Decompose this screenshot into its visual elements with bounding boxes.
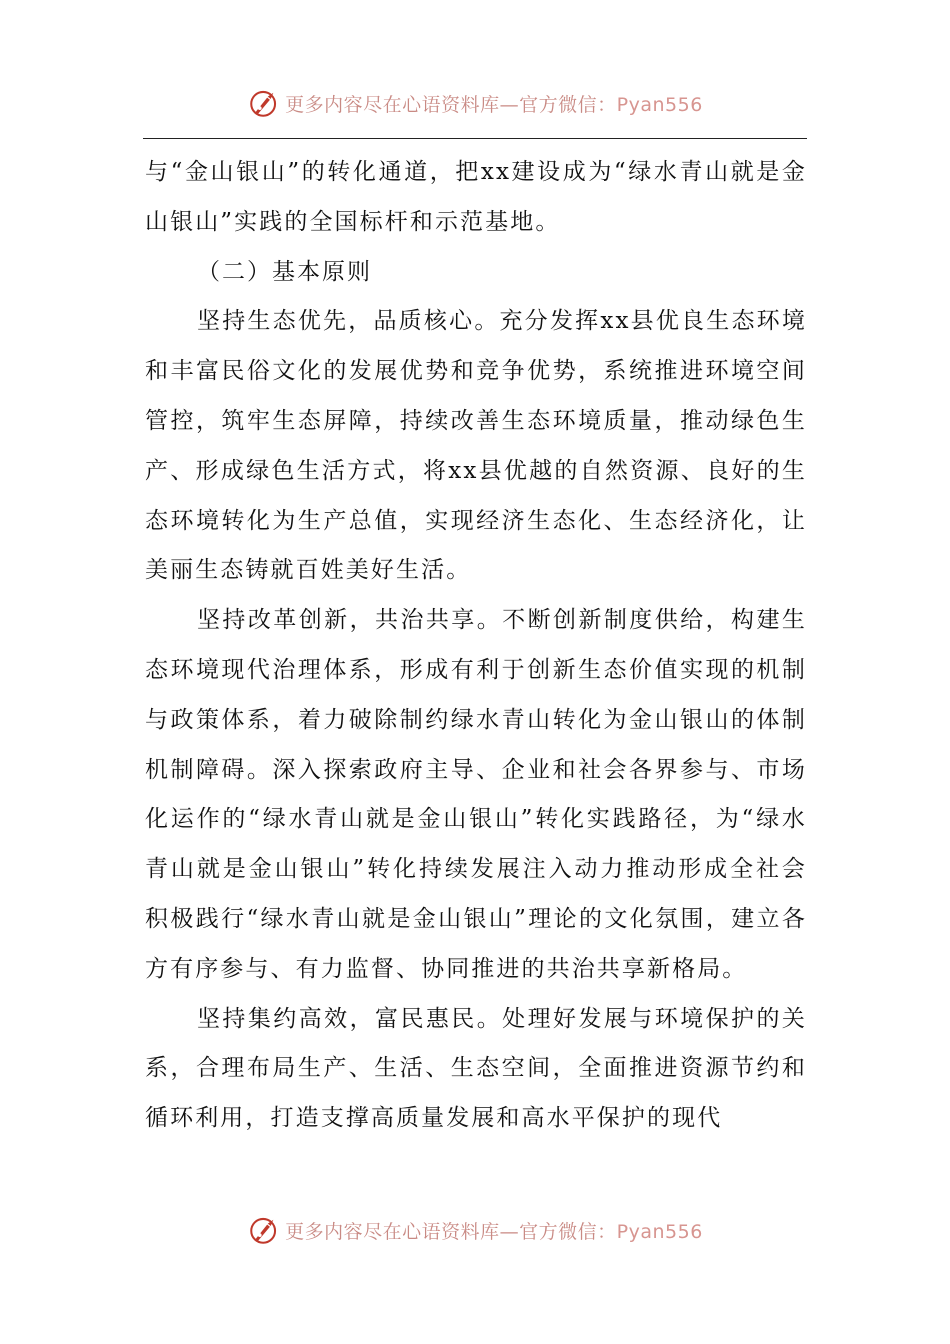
header-banner-text [285,90,703,117]
paragraph-ecology-first: 坚持生态优先，品质核心。充分发挥xx县优良生态环境和丰富民俗文化的发展优势和竞争优势，系统推进环境空间管控，筑牢生态屏障，持续改善生态环境质量，推动绿色生产、形成绿色生活方式，将xx县优越的自然资源、良好的生态环境转化为生产总值，实现经济生态化、生态经济化，让美丽生态铸就百姓美好生活。 [145,308,807,584]
footer-banner-label: 更多内容尽在心语资料库—官方微信： [285,1220,617,1243]
header-banner [0,80,950,126]
paragraph-continued: 与“金山银山”的转化通道，把xx建设成为“绿水青山就是金山银山”实践的全国标杆和示范基地。 [145,159,807,235]
footer-banner-wechat-id: Pyan556 [616,1220,703,1243]
paragraph-reform-innovation: 坚持改革创新，共治共享。不断创新制度供给，构建生态环境现代治理体系，形成有利于创新生态价值实现的机制与政策体系，着力破除制约绿水青山转化为金山银山的体制机制障碍。深入探索政府主导、企业和社会各界参与、市场化运作的“绿水青山就是金山银山”转化实践路径，为“绿水青山就是金山银山”转化持续发展注入动力推动形成全社会积极践行“绿水青山就是金山银山”理论的文化氛围，建立各方有序参与、有力监督、协同推进的共治共享新格局。 [145,607,807,982]
section-heading: （二）基本原则 [197,258,372,285]
header-banner-label: 更多内容尽在心语资料库—官方微信： [285,93,617,116]
document-body [145,148,807,1144]
footer-banner-text [285,1217,703,1244]
pen-nib-logo-icon [247,1213,281,1247]
footer-banner [0,1207,950,1253]
header-divider [143,138,807,139]
paragraph-intensive-efficient: 坚持集约高效，富民惠民。处理好发展与环境保护的关系，合理布局生产、生活、生态空间，全面推进资源节约和循环利用，打造支撑高质量发展和高水平保护的现代 [145,1005,807,1132]
pen-nib-logo-icon [247,86,281,120]
header-banner-wechat-id: Pyan556 [616,93,703,116]
